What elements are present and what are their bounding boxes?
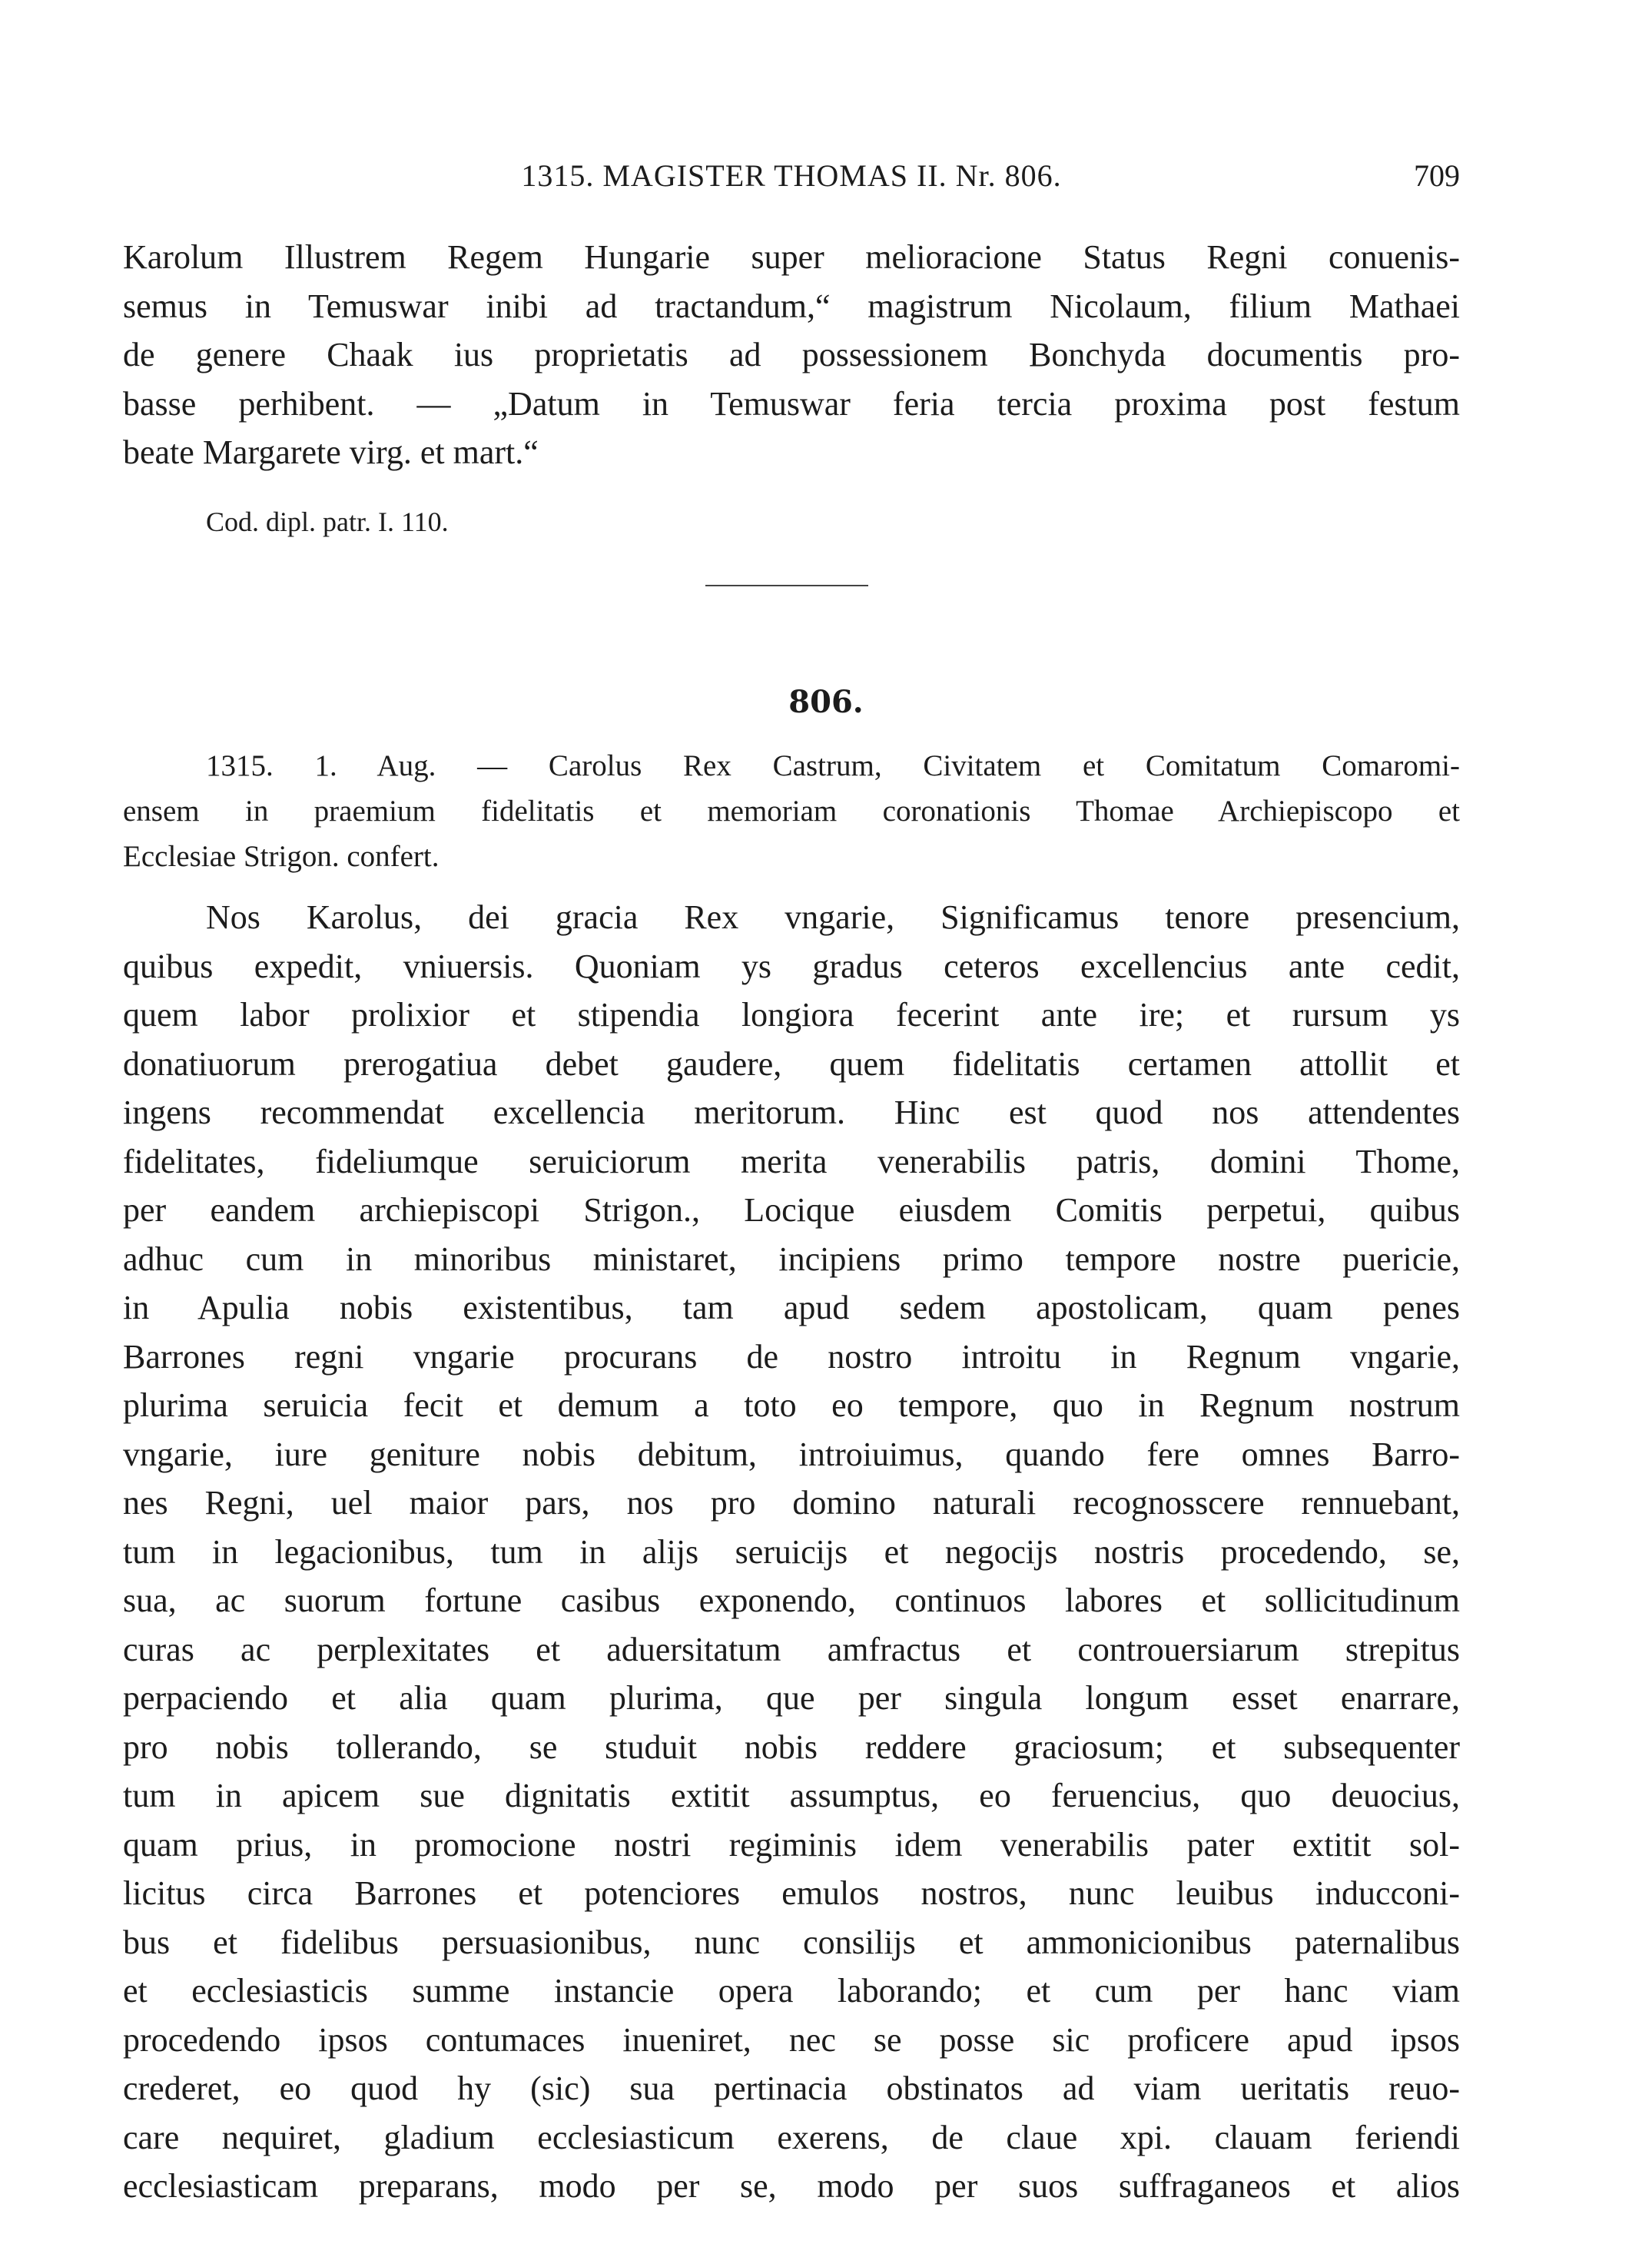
regest-line: 1315. 1. Aug. — Carolus Rex Castrum, Civitatem et Comitatum Comaromi- [206,749,1460,782]
page-header [123,158,1460,204]
text-line: care nequiret, gladium ecclesiasticum exerens, de claue xpi. clauam feriendi [123,2118,1460,2156]
text-line: basse perhibent. — „Datum in Temuswar feria tercia proxima post festum [123,384,1460,423]
text-line: et ecclesiasticis summe instancie opera laborando; et cum per hanc viam [123,1972,1460,2010]
charter-text [123,893,1460,2211]
text-line: Nos Karolus, dei gracia Rex vngarie, Significamus tenore presencium, [206,898,1460,936]
text-line: semus in Temuswar inibi ad tractandum,“ magistrum Nicolaum, filium Mathaei [123,287,1460,325]
continued-paragraph [123,233,1460,477]
text-line: tum in legacionibus, tum in alijs seruicijs et negocijs nostris procedendo, se, [123,1532,1460,1571]
regest-line: Ecclesiae Strigon. confert. [123,840,440,873]
text-line: in Apulia nobis existentibus, tam apud sedem apostolicam, quam penes [123,1289,1460,1326]
text-line: procedendo ipsos contumaces inueniret, nec se posse sic proficere apud ipsos [123,2020,1460,2059]
text-line: sua, ac suorum fortune casibus exponendo, continuos labores et sollicitudinum [123,1582,1460,1619]
text-line: beate Margarete virg. et mart.“ [123,433,539,471]
text-line: donatiuorum prerogatiua debet gaudere, quem fidelitatis certamen attollit et [123,1044,1460,1083]
text-line: tum in apicem sue dignitatis extitit assumptus, eo feruencius, quo deuocius, [123,1777,1460,1814]
text-line: per eandem archiepiscopi Strigon., Locique eiusdem Comitis perpetui, quibus [123,1191,1460,1229]
section-divider [705,585,868,586]
text-line: quibus expedit, vniuersis. Quoniam ys gradus ceteros excellencius ante cedit, [123,947,1460,985]
text-line: nes Regni, uel maior pars, nos pro domino naturali recognosscere rennuebant, [123,1484,1460,1522]
text-line: de genere Chaak ius proprietatis ad possessionem Bonchyda documentis pro- [123,336,1460,373]
regest-line: ensem in praemium fidelitatis et memoriam coronationis Thomae Archiepiscopo et [123,795,1460,828]
text-line: plurima seruicia fecit et demum a toto eo tempore, quo in Regnum nostrum [123,1386,1460,1424]
text-line: ingens recommendat excellencia meritorum. Hinc est quod nos attendentes [123,1094,1460,1131]
text-line: pro nobis tollerando, se studuit nobis reddere graciosum; et subsequenter [123,1728,1460,1766]
regest [123,743,1460,879]
text-line: vngarie, iure geniture nobis debitum, introiuimus, quando fere omnes Barro- [123,1435,1460,1473]
text-line: Barrones regni vngarie procurans de nostro introitu in Regnum vngarie, [123,1337,1460,1376]
source-citation: Cod. dipl. patr. I. 110. [206,506,449,537]
text-line: quem labor prolixior et stipendia longiora fecerint ante ire; et rursum ys [123,996,1460,1034]
text-line: perpaciendo et alia quam plurima, que per singula longum esset enarrare, [123,1679,1460,1717]
text-line: curas ac perplexitates et aduersitatum amfractus et controuersiarum strepitus [123,1630,1460,1668]
running-head: 1315. MAGISTER THOMAS II. Nr. 806. [521,158,1062,193]
text-line: ecclesiasticam preparans, modo per se, modo per suos suffraganeos et alios [123,2167,1460,2205]
text-line: quam prius, in promocione nostri regiminis idem venerabilis pater extitit sol- [123,1825,1460,1864]
text-line: bus et fidelibus persuasionibus, nunc consilijs et ammonicionibus paternalibus [123,1923,1460,1961]
text-line: Karolum Illustrem Regem Hungarie super melioracione Status Regni conuenis- [123,238,1460,276]
page-number: 709 [1414,158,1460,193]
text-line: fidelitates, fideliumque seruiciorum merita venerabilis patris, domini Thome, [123,1142,1460,1180]
document-number: 806. [788,684,864,720]
text-line: crederet, eo quod hy (sic) sua pertinacia obstinatos ad viam ueritatis reuo- [123,2070,1460,2107]
text-line: adhuc cum in minoribus ministaret, incipiens primo tempore nostre puericie, [123,1240,1460,1278]
text-line: licitus circa Barrones et potenciores emulos nostros, nunc leuibus inducconi- [123,1874,1460,1912]
